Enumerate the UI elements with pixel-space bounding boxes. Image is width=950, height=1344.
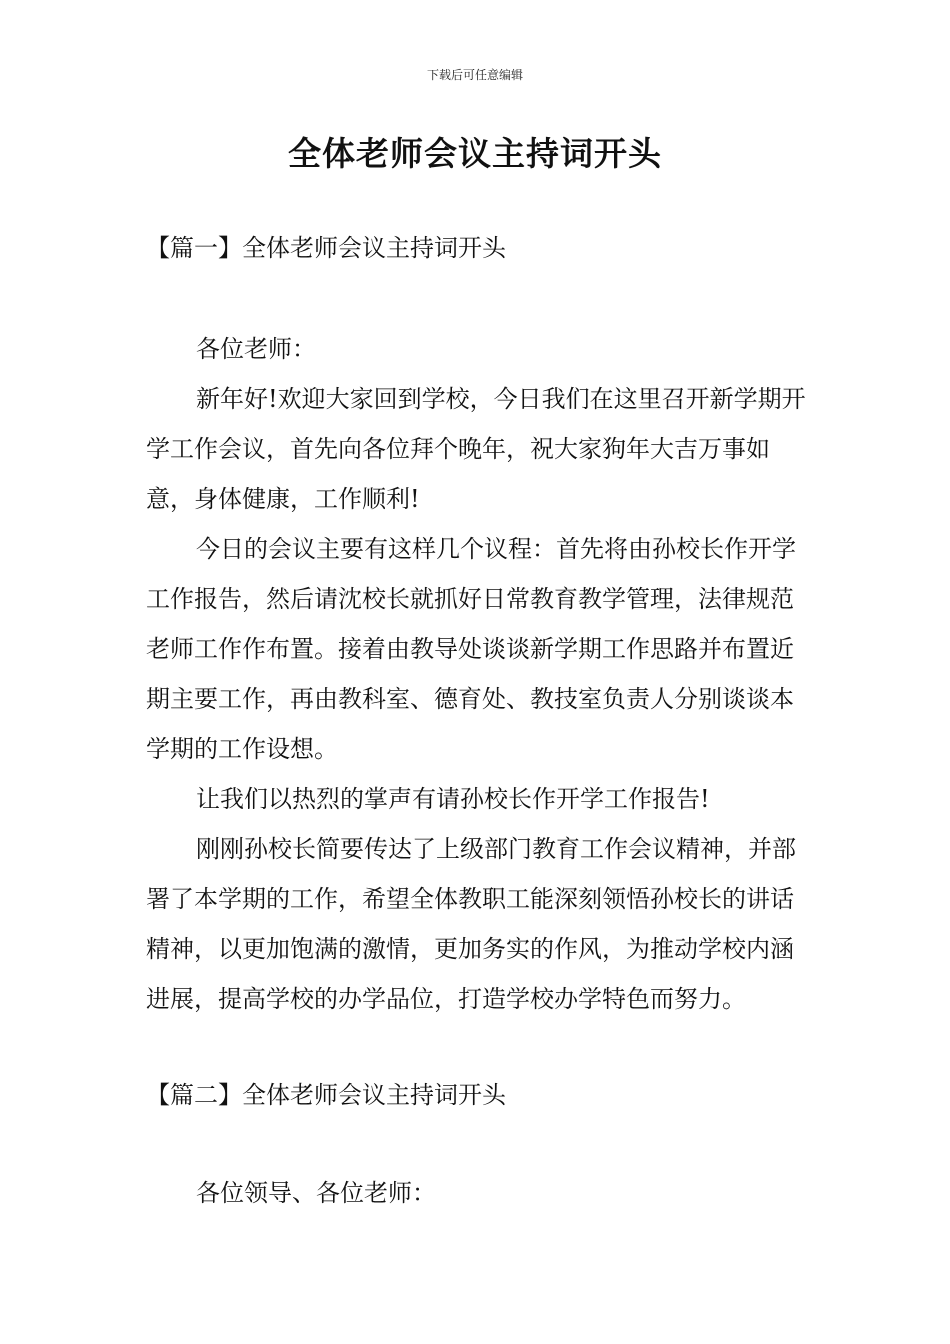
section-body-1 — [146, 324, 806, 1024]
section-body-2 — [146, 1168, 806, 1218]
document-title: 全体老师会议主持词开头 — [288, 134, 662, 173]
paragraph: 今日的会议主要有这样几个议程：首先将由孙校长作开学工作报告，然后请沈校长就抓好日常教育教学管理，法律规范老师工作作布置。接着由教导处谈谈新学期工作思路并布置近期主要工作，再由教科室、德育处、教技室负责人分别谈谈本学期的工作设想。 — [146, 535, 796, 763]
paragraph: 让我们以热烈的掌声有请孙校长作开学工作报告! — [196, 785, 710, 813]
salutation: 各位领导、各位老师： — [196, 1179, 436, 1207]
section-heading-1: 【篇一】全体老师会议主持词开头 — [146, 234, 506, 262]
paragraph: 刚刚孙校长简要传达了上级部门教育工作会议精神，并部署了本学期的工作，希望全体教职工能深刻领悟孙校长的讲话精神，以更加饱满的激情，更加务实的作风，为推动学校内涵进展，提高学校的办学品位，打造学校办学特色而努力。 — [146, 835, 796, 1013]
paragraph: 新年好!欢迎大家回到学校，今日我们在这里召开新学期开学工作会议，首先向各位拜个晚年，祝大家狗年大吉万事如意，身体健康，工作顺利! — [146, 385, 806, 513]
header-note: 下载后可任意编辑 — [426, 68, 523, 82]
section-heading-2: 【篇二】全体老师会议主持词开头 — [146, 1081, 506, 1109]
salutation: 各位老师： — [196, 335, 316, 363]
